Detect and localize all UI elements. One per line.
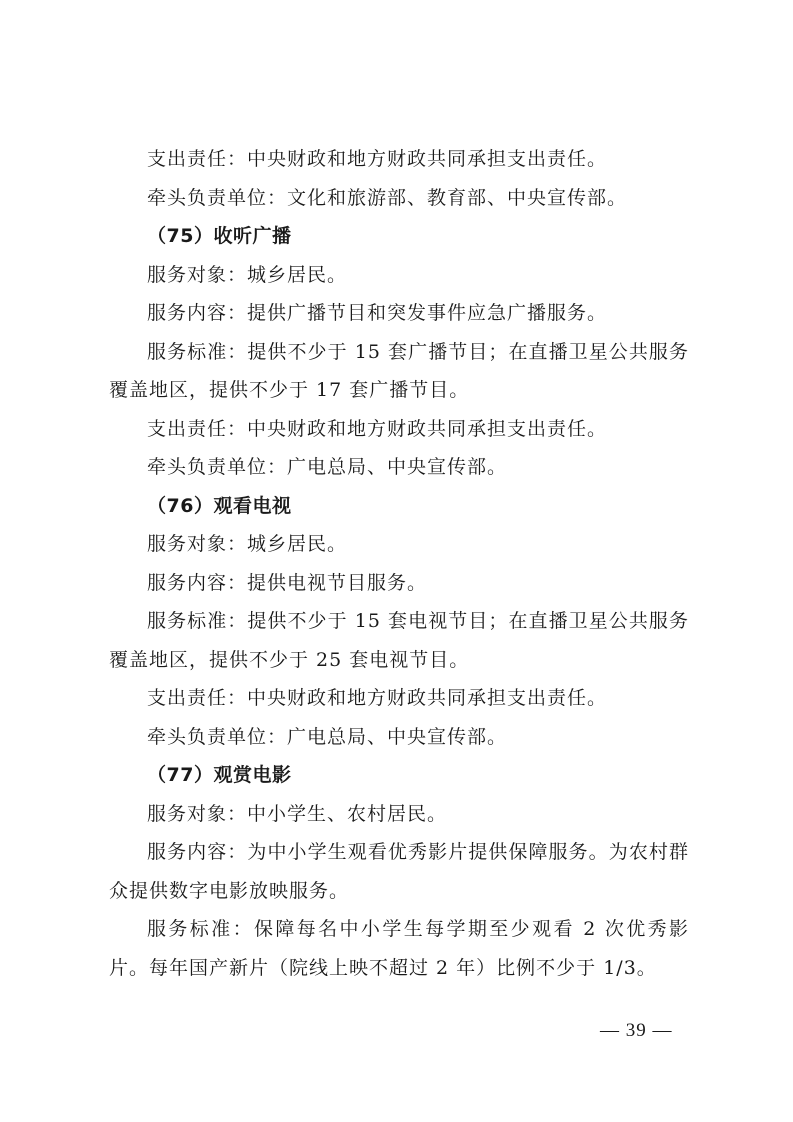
paragraph: 服务内容：提供广播节目和突发事件应急广播服务。 [147,302,608,324]
paragraph: 支出责任：中央财政和地方财政共同承担支出责任。 [147,148,608,170]
section-heading: （75）收听广播 [147,225,292,247]
paragraph: 服务标准：提供不少于 15 套广播节目；在直播卫星公共服务覆盖地区，提供不少于 17 套广播节目。 [109,340,689,401]
paragraph: 支出责任：中央财政和地方财政共同承担支出责任。 [147,687,608,709]
paragraph: 牵头负责单位：文化和旅游部、教育部、中央宣传部。 [147,186,628,209]
paragraph: 服务内容：提供电视节目服务。 [147,571,428,594]
body-text [109,140,689,987]
paragraph: 牵头负责单位：广电总局、中央宣传部。 [147,725,508,748]
paragraph: 服务内容：为中小学生观看优秀影片提供保障服务。为农村群众提供数字电影放映服务。 [109,841,689,902]
paragraph: 服务对象：中小学生、农村居民。 [147,802,448,825]
paragraph: 服务标准：提供不少于 15 套电视节目；在直播卫星公共服务覆盖地区，提供不少于 25 套电视节目。 [109,610,689,671]
paragraph: 服务对象：城乡居民。 [147,263,348,286]
paragraph: 牵头负责单位：广电总局、中央宣传部。 [147,456,508,478]
section-heading: （77）观赏电影 [147,764,292,786]
page-number: — 39 — [600,1020,673,1041]
section-heading: （76）观看电视 [147,494,292,517]
paragraph: 服务对象：城乡居民。 [147,533,348,555]
paragraph: 服务标准：保障每名中小学生每学期至少观看 2 次优秀影片。每年国产新片（院线上映不超过 2 年）比例不少于 1/3。 [109,918,689,979]
paragraph: 支出责任：中央财政和地方财政共同承担支出责任。 [147,417,608,440]
